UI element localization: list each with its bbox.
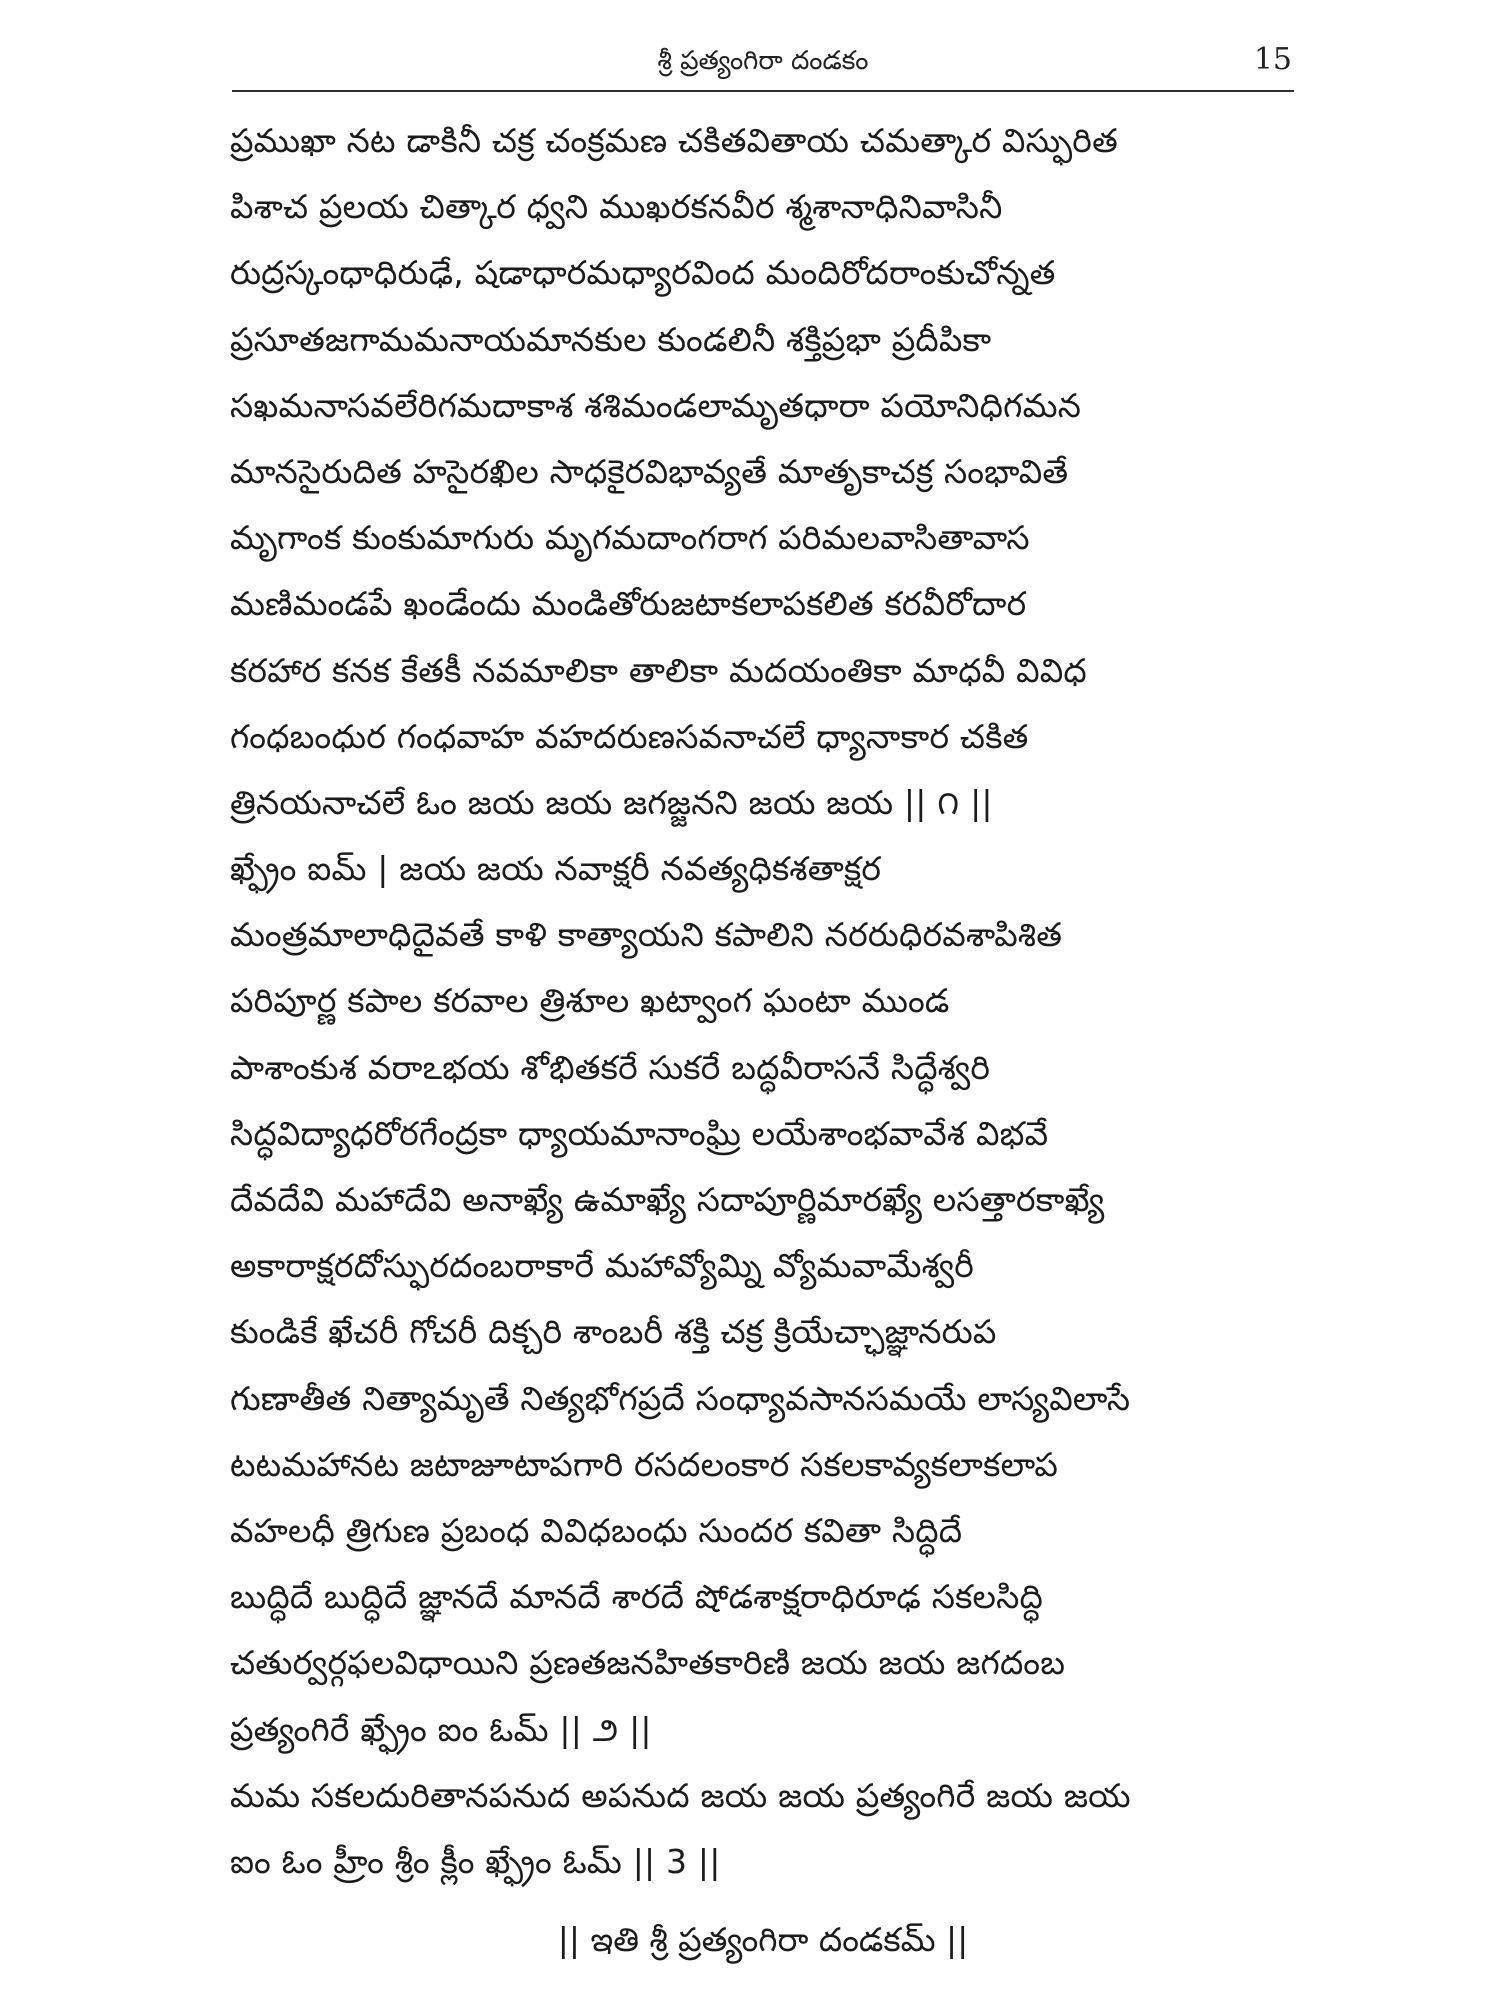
text-line: రుద్రస్కంధాధిరుఢే, షడాధారమధ్యారవింద మందిరోదరాంకుచోన్నత bbox=[230, 253, 1056, 293]
text-line: చతుర్వర్గఫలవిధాయిని ప్రణతజనహితకారిణి జయ జయ జగదంబ bbox=[230, 1643, 1066, 1683]
text-line: సిద్ధవిద్యాధరోరగేంద్రకా ధ్యాయమానాంఘ్రి లయేశాంభవావేశ విభవే bbox=[230, 1113, 1049, 1153]
text-line: గుణాతీత నిత్యామృతే నిత్యభోగప్రదే సంధ్యావసానసమయే లాస్యవిలాసే bbox=[230, 1378, 1131, 1418]
text-line: పాశాంకుశ వరాఽభయ శోభితకరే సుకరే బద్ధవీరాసనే సిద్ధేశ్వరి bbox=[230, 1047, 991, 1087]
text-line: ప్రముఖా నట డాకినీ చక్ర చంక్రమణ చకితవితాయ చమత్కార విస్ఫురిత bbox=[230, 121, 1118, 160]
text-line: త్రినయనాచలే ఓం జయ జయ జగజ్జనని జయ జయ || ౧ || bbox=[230, 782, 993, 822]
text-line: సఖమనాసవలేరిగమదాకాశ శశిమండలామృతధారా పయోనిధిగమన bbox=[230, 385, 1082, 425]
page-number: 15 bbox=[1253, 42, 1292, 77]
text-line: అకారాక్షరదోస్ఫురదంబరాకారే మహావ్యోమ్ని వ్యోమవామేశ్వరీ bbox=[230, 1246, 975, 1286]
stotram-text bbox=[230, 108, 1320, 1895]
text-line: ప్రత్యంగిరే ఖ్ఫ్రేం ఐం ఓమ్ || ౨ || bbox=[230, 1709, 652, 1749]
text-line: మణిమండపే ఖండేందు మండితోరుజటాకలాపకలిత కరవీరోదార bbox=[230, 584, 1027, 624]
text-line: పరిపూర్ణ కపాల కరవాల త్రిశూల ఖట్వాంగ ఘంటా ముండ bbox=[230, 981, 950, 1021]
text-line: కరహార కనక కేతకీ నవమాలికా తాలికా మదయంతికా మాధవీ వివిధ bbox=[230, 650, 1087, 690]
page-header bbox=[232, 40, 1294, 92]
text-line: వహలధీ త్రిగుణ ప్రబంధ వివిధబంధు సుందర కవితా సిద్ధిదే bbox=[230, 1510, 963, 1550]
text-line: మృగాంక కుంకుమాగురు మృగమదాంగరాగ పరిమలవాసితావాస bbox=[230, 518, 1030, 558]
text-line: మమ సకలదురితానపనుద అపనుద జయ జయ ప్రత్యంగిరే జయ జయ bbox=[230, 1775, 1131, 1815]
text-line: పిశాచ ప్రలయ చిత్కార ధ్వని ముఖరకనవీర శ్మశానాధినివాసినీ bbox=[230, 187, 1003, 227]
text-line: టటమహానట జటాజూటాపగారి రసదలంకార సకలకావ్యకలాకలాప bbox=[230, 1444, 1058, 1484]
text-line: ప్రసూతజగామమనాయమానకుల కుండలినీ శక్తిప్రభా ప్రదీపికా bbox=[230, 319, 992, 359]
text-line: కుండికే ఖేచరీ గోచరీ దిక్చరి శాంబరీ శక్తి చక్ర క్రియేచ్ఛాజ్ఞానరుప bbox=[230, 1312, 997, 1352]
text-line: మానసైరుదిత హసైరఖిల సాధకైరవిభావ్యతే మాతృకాచక్ర సంభావితే bbox=[230, 451, 1069, 491]
text-line: గంధబంధుర గంధవాహ వహదరుణసవనాచలే ధ్యానాకార చకిత bbox=[230, 716, 1029, 756]
running-title: శ్రీ ప్రత్యంగిరా దండకం bbox=[657, 46, 869, 76]
closing-line: || ఇతి శ్రీ ప్రత్యంగిరా దండకమ్ || bbox=[557, 1920, 969, 1959]
text-line: ఖ్ఫ్రేం ఐమ్ | జయ జయ నవాక్షరీ నవత్యధికశతాక్షర bbox=[230, 849, 882, 889]
text-line: బుద్ధిదే బుద్ధిదే జ్ఞానదే మానదే శారదే షోడశాక్షరాధిరూఢ సకలసిద్ధి bbox=[230, 1577, 1043, 1617]
text-line: ఐం ఓం హ్రీం శ్రీం క్లీం ఖ్ఫ్రేం ఓమ్ || 3 || bbox=[230, 1841, 721, 1881]
text-line: మంత్రమాలాధిదైవతే కాళి కాత్యాయని కపాలిని నరరుధిరవశాపిశిత bbox=[230, 915, 1063, 955]
text-line: దేవదేవి మహాదేవి అనాఖ్యే ఉమాఖ్యే సదాపూర్ణిమారఖ్యే లసత్తారకాఖ్యే bbox=[230, 1180, 1105, 1219]
